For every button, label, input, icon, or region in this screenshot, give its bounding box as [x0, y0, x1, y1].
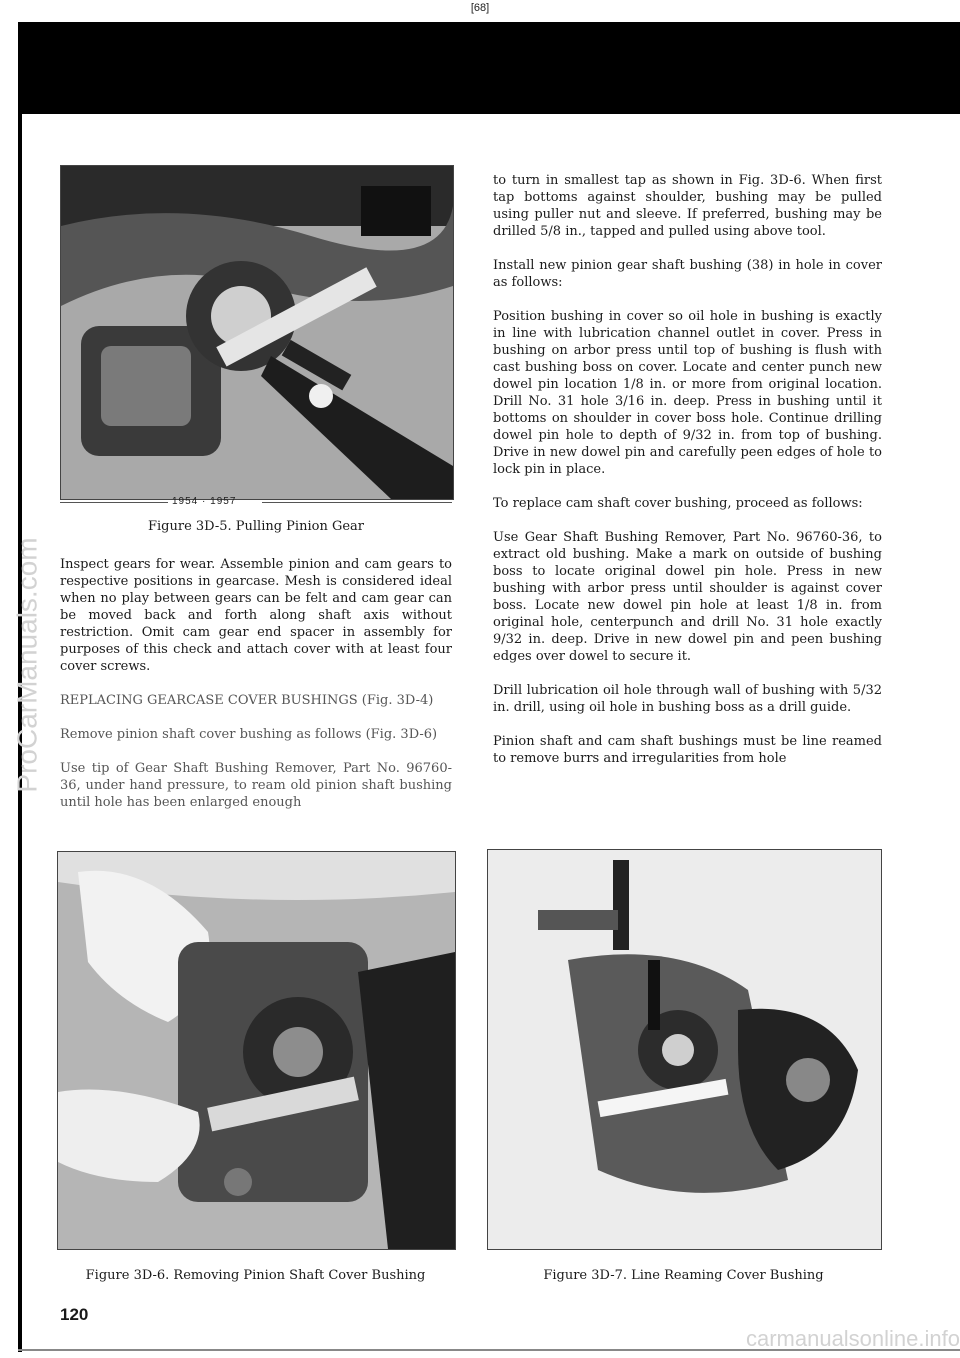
paragraph-drill-oil-hole: Drill lubrication oil hole through wall of bushing with 5/32 in. drill, using oil hole in bushing boss as a drill guide.	[493, 683, 882, 715]
paragraph-use-remover: Use Gear Shaft Bushing Remover, Part No. 96760-36, to extract old bushing. Make a mark on outside of bushing boss to locate original dowel pin hole. Press in new bushing with arbor press until shoulder is against cover boss. Locate new dowel pin hole at least 1/8 in. from original hole, centerpunch and drill No. 31 hole exactly 9/32 in. deep. Drive in new dowel pin and peen bushing edges over dowel to secure it.	[493, 530, 882, 664]
watermark-left	[8, 537, 48, 793]
figure-3d-6-photo	[57, 851, 456, 1250]
figure-3d-5-rule-left	[60, 502, 168, 503]
header-bar	[18, 22, 960, 114]
page-number-bottom: 120	[60, 1305, 89, 1324]
paragraph-replace-cam-bushing: To replace cam shaft cover bushing, proceed as follows:	[493, 496, 863, 511]
page-number-top: [68]	[470, 2, 490, 14]
figure-3d-5-photo	[60, 165, 454, 500]
figure-3d-5-years: 1954 · 1957	[172, 496, 237, 507]
paragraph-position-bushing: Position bushing in cover so oil hole in bushing is exactly in line with lubrication channel outlet in cover. Press in bushing on arbor press until top of bushing is flush with cast bushing boss on cover. Locate and center punch new dowel pin location 1/8 in. or more from original location. Drill No. 31 hole 3/16 in. deep. Press in bushing until it bottoms on shoulder in cover boss hole. Continue drilling dowel pin hole to depth of 9/32 in. from top of bushing. Drive in new dowel pin and carefully peen edges of hole to lock pin in place.	[493, 309, 882, 477]
figure-3d-7-photo	[487, 849, 882, 1250]
section-heading-cover-bushings: REPLACING GEARCASE COVER BUSHINGS (Fig. 3D-4)	[60, 693, 434, 708]
left-text-column	[60, 556, 452, 828]
paragraph-install-bushing: Install new pinion gear shaft bushing (38) in hole in cover as follows:	[493, 258, 882, 290]
paragraph-remove-pinion-bushing: Remove pinion shaft cover bushing as follows (Fig. 3D-6)	[60, 727, 438, 742]
line-reaming-photo-illustration	[488, 850, 881, 1249]
watermark-left-text: ProCarManuals.com	[12, 537, 44, 793]
figure-3d-7-caption: Figure 3D-7. Line Reaming Cover Bushing	[543, 1268, 824, 1283]
paragraph-line-reamed: Pinion shaft and cam shaft bushings must be line reamed to remove burrs and irregularities from hole	[493, 734, 882, 766]
gear-puller-photo-illustration	[61, 166, 453, 499]
paragraph-turn-tap: to turn in smallest tap as shown in Fig. 3D-6. When first tap bottoms against shoulder, bushing may be pulled using puller nut and sleeve. If preferred, bushing may be drilled 5/8 in., tapped and pulled using above tool.	[493, 173, 882, 239]
right-text-column	[493, 172, 882, 784]
paragraph-inspect-gears: Inspect gears for wear. Assemble pinion and cam gears to respective positions in gearcase. Mesh is considered ideal when no play between gears can be felt and cam gear can be moved back and forth along shaft axis without restriction. Omit cam gear end spacer in assembly for purposes of this check and attach cover with at least four cover screws.	[60, 557, 452, 674]
figure-3d-6-caption: Figure 3D-6. Removing Pinion Shaft Cover Bushing	[85, 1268, 426, 1283]
paragraph-use-tip-remover: Use tip of Gear Shaft Bushing Remover, Part No. 96760-36, under hand pressure, to ream old pinion shaft bushing until hole has been enlarged enough	[60, 761, 452, 810]
figure-3d-5-rule-right	[262, 502, 452, 503]
watermark-bottom: carmanualsonline.info	[745, 1326, 960, 1351]
figure-3d-5-caption: Figure 3D-5. Pulling Pinion Gear	[147, 519, 364, 534]
bushing-remover-photo-illustration	[58, 852, 455, 1249]
